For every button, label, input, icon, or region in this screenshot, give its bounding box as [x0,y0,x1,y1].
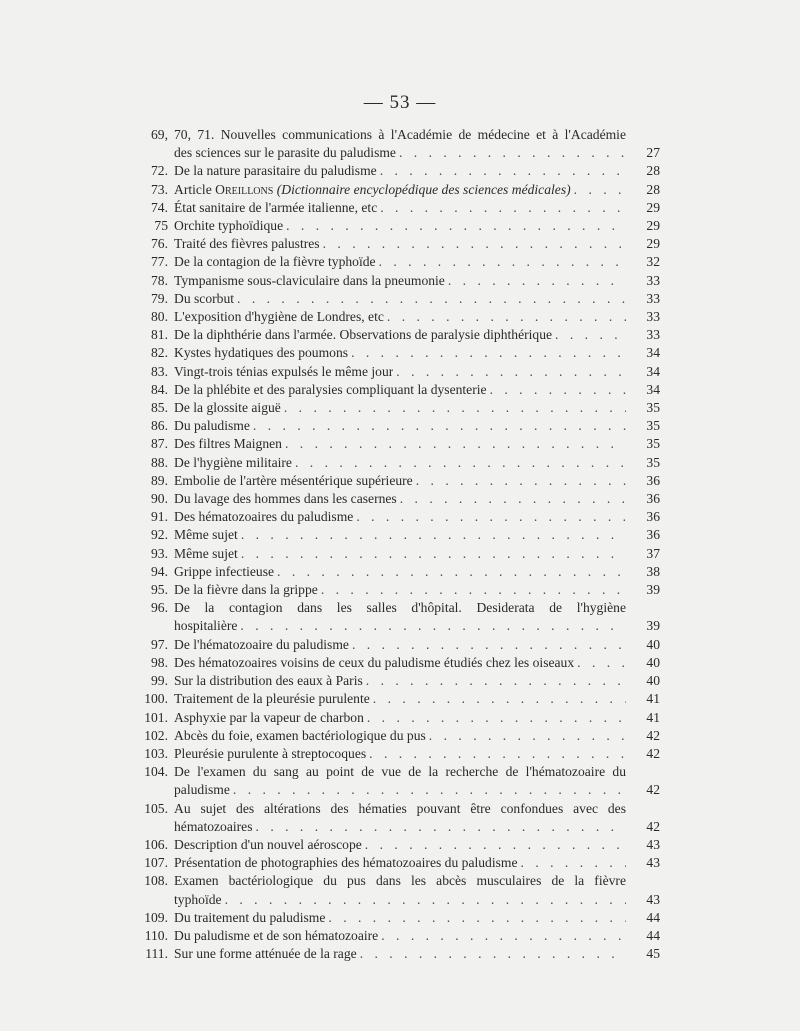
entry-title [174,399,626,417]
toc-entry [128,290,660,308]
leader-dots [574,654,626,672]
entry-number: 93. [151,545,168,561]
entry-title-line: De la nature parasitaire du paludisme [174,163,377,179]
toc-entry [128,581,660,599]
entry-title [174,381,626,399]
entry-number: 96. [151,600,168,616]
entry-title [174,454,626,472]
leader-dots [397,490,626,508]
leader-dots [292,454,626,472]
entry-title [174,581,626,599]
leader-dots [362,836,626,854]
entry-page-number: 42 [646,727,660,743]
entry-title [174,545,626,563]
entry-title-line: Présentation de photographies des hématozoaires du paludisme [174,855,518,871]
entry-number: 98. [151,654,168,670]
toc-entry [128,563,660,581]
entry-page-number: 36 [646,527,660,543]
entry-page-number: 33 [646,327,660,343]
entry-number: 81. [151,327,168,343]
entry-title-line: Tympanisme sous-claviculaire dans la pneumonie [174,272,445,288]
entry-title-line: Des filtres Maignen [174,436,282,452]
entry-number: 74. [151,199,168,215]
entry-page-number: 34 [646,381,660,397]
entry-title-line: Abcès du foie, examen bactériologique du pus [174,727,426,743]
leader-dots [413,472,626,490]
entry-author: Oreillons [215,181,274,197]
entry-number: 86. [151,418,168,434]
toc-entry [128,454,660,472]
leader-dots [253,818,626,836]
entry-title [174,435,626,453]
entry-title-line: paludisme [174,782,230,798]
toc-entry [128,363,660,381]
entry-title [174,490,626,508]
entry-title [174,709,626,727]
entry-number: 95. [151,582,168,598]
entry-page-number: 42 [646,745,660,761]
leader-dots [571,181,626,199]
entry-title-line: Même sujet [174,527,238,543]
leader-dots [393,363,626,381]
entry-title [174,800,626,836]
entry-page-number: 29 [646,236,660,252]
leader-dots [349,636,626,654]
entry-number: 106. [144,836,168,852]
entry-page-number: 35 [646,418,660,434]
leader-dots [370,690,626,708]
toc-entry [128,526,660,544]
entry-number: 110. [144,927,168,943]
entry-title [174,217,626,235]
leader-dots [250,417,626,435]
leader-dots [348,344,626,362]
toc-entry [128,253,660,271]
toc-entry [128,308,660,326]
leader-dots [357,945,626,963]
entry-number: 111. [145,946,168,962]
entry-title [174,308,626,326]
entry-page-number: 36 [646,491,660,507]
entry-source: (Dictionnaire encyclopédique des sciences médicales) [276,181,571,197]
toc-entry [128,126,660,162]
entry-title-line: Même sujet [174,545,238,561]
entry-number: 79. [151,290,168,306]
entry-title-line: De l'examen du sang au point de vue de la recherche de l'hématozoaire du [174,764,626,780]
leader-dots [376,253,626,271]
entry-title-line: Vingt-trois ténias expulsés le même jour [174,363,394,379]
entry-title-line: Au sujet des altérations des hématies pouvant être confondues avec des [174,800,626,816]
entry-title [174,199,626,217]
entry-title-line: Des hématozoaires du paludisme [174,509,354,525]
entry-page-number: 40 [646,654,660,670]
entry-title-line: Examen bactériologique du pus dans les abcès musculaires de la fièvre [174,873,626,889]
entry-title [174,654,626,672]
entry-title-line: Du scorbut [174,290,235,306]
toc-entry [128,727,660,745]
entry-page-number: 35 [646,454,660,470]
toc-entry [128,636,660,654]
leader-dots [325,909,626,927]
entry-title-line: De la phlébite et des paralysies compliquant la dysenterie [174,381,487,397]
entry-page-number: 36 [646,472,660,488]
leader-dots [384,308,626,326]
entry-title-line: hématozoaires [174,818,253,834]
leader-dots [237,617,626,635]
entry-title-line: De la contagion dans les salles d'hôpital. Desiderata de l'hygiène [174,600,626,616]
entry-title [174,235,626,253]
page-number: — 53 — [363,92,437,113]
entry-title [174,181,626,199]
entry-title-line: des sciences sur le parasite du paludisme [174,145,396,161]
entry-number: 77. [151,254,168,270]
leader-dots [396,144,626,162]
leader-dots [283,217,626,235]
entry-title [174,945,626,963]
entry-page-number: 36 [646,509,660,525]
entry-title-line: De l'hématozoaire du paludisme [174,636,349,652]
entry-title [174,290,626,308]
toc-entry [128,272,660,290]
entry-title [174,162,626,180]
toc-entry [128,800,660,836]
toc-entry [128,690,660,708]
leader-dots [238,545,626,563]
leader-dots [487,381,626,399]
leader-dots [353,508,626,526]
entry-title [174,126,626,162]
entry-number: 91. [151,509,168,525]
entry-page-number: 44 [646,909,660,925]
entry-page-number: 28 [646,181,660,197]
entry-page-number: 33 [646,272,660,288]
entry-number: 85. [151,400,168,416]
entry-title-line: Du lavage des hommes dans les casernes [174,491,397,507]
entry-number: 109. [144,909,168,925]
entry-title-line: Des hématozoaires voisins de ceux du paludisme étudiés chez les oiseaux [174,654,575,670]
entry-number: 78. [151,272,168,288]
leader-dots [281,399,626,417]
toc-entry [128,945,660,963]
entry-page-number: 41 [646,709,660,725]
entry-page-number: 33 [646,290,660,306]
entry-page-number: 43 [646,855,660,871]
entry-page-number: 33 [646,309,660,325]
entry-number: 101. [144,709,168,725]
toc-entry [128,745,660,763]
toc-entry [128,162,660,180]
entry-title [174,563,626,581]
entry-page-number: 37 [646,545,660,561]
entry-number: 104. [144,764,168,780]
entry-number: 73. [151,181,168,197]
entry-page-number: 32 [646,254,660,270]
entry-page-number: 42 [646,818,660,834]
entry-number: 90. [151,491,168,507]
entry-number: 102. [144,727,168,743]
leader-dots [234,290,626,308]
entry-title-line: Kystes hydatiques des poumons [174,345,349,361]
entry-title [174,672,626,690]
toc-entry [128,435,660,453]
entry-title-line: État sanitaire de l'armée italienne, etc [174,199,378,215]
entry-page-number: 45 [646,946,660,962]
entry-number: 76. [151,236,168,252]
entry-title [174,526,626,544]
leader-dots [274,563,626,581]
leader-dots [552,326,626,344]
leader-dots [366,745,626,763]
entry-page-number: 29 [646,199,660,215]
leader-dots [282,435,626,453]
toc-entry [128,490,660,508]
entry-page-number: 39 [646,618,660,634]
toc-entry [128,927,660,945]
entry-title [174,326,626,344]
toc-entry [128,326,660,344]
entry-title [174,344,626,362]
entry-title [174,472,626,490]
entry-title-line: Sur la distribution des eaux à Paris [174,673,363,689]
toc-entry [128,654,660,672]
entry-title [174,872,626,908]
entry-number: 88. [151,454,168,470]
entry-title-line: De l'hygiène militaire [174,454,292,470]
entry-title [174,599,626,635]
toc-entry [128,672,660,690]
entry-title-line: Du paludisme [174,418,250,434]
entry-number: 87. [151,436,168,452]
leader-dots [222,891,626,909]
toc-entry [128,472,660,490]
entry-number: 92. [151,527,168,543]
toc-entry [128,709,660,727]
entry-number: 84. [151,381,168,397]
entry-number: 107. [144,855,168,871]
entry-title [174,636,626,654]
entry-page-number: 40 [646,673,660,689]
entry-page-number: 34 [646,345,660,361]
entry-title-line: L'exposition d'hygiène de Londres, etc [174,309,384,325]
entry-page-number: 28 [646,163,660,179]
entry-title-line: Article Oreillons (Dictionnaire encyclopédique des sciences médicales) [174,181,571,197]
entry-number: 82. [151,345,168,361]
leader-dots [318,581,626,599]
toc-entry [128,417,660,435]
entry-title [174,854,626,872]
entry-number: 97. [151,636,168,652]
entry-title [174,363,626,381]
entry-title-line: Orchite typhoïdique [174,218,284,234]
entry-number: 83. [151,363,168,379]
entry-title-line: Traité des fièvres palustres [174,236,320,252]
entry-title [174,909,626,927]
entry-title-line: Embolie de l'artère mésentérique supérieure [174,472,413,488]
entry-title-line: Pleurésie purulente à streptocoques [174,745,367,761]
entry-title-line: Du paludisme et de son hématozoaire [174,927,379,943]
entry-title [174,836,626,854]
entry-title [174,745,626,763]
entry-title-line: Sur une forme atténuée de la rage [174,946,357,962]
entry-number: 105. [144,800,168,816]
entry-number: 75 [154,218,168,234]
entry-title [174,272,626,290]
entry-title [174,253,626,271]
entry-title [174,508,626,526]
entry-number: 69, [151,127,168,142]
entry-number: 94. [151,563,168,579]
entry-page-number: 43 [646,836,660,852]
entry-number: 89. [151,472,168,488]
leader-dots [426,727,626,745]
entry-number: 103. [144,745,168,761]
entry-title [174,763,626,799]
entry-title-line: Description d'un nouvel aéroscope [174,836,362,852]
entry-title-line: De la diphthérie dans l'armée. Observations de paralysie diphthérique [174,327,553,343]
entry-number: 80. [151,309,168,325]
leader-dots [238,526,626,544]
leader-dots [445,272,626,290]
entry-page-number: 44 [646,927,660,943]
entry-title-line: Asphyxie par la vapeur de charbon [174,709,364,725]
entry-number: 72. [151,163,168,179]
entry-page-number: 42 [646,782,660,798]
entry-page-number: 39 [646,582,660,598]
entry-title-line: Grippe infectieuse [174,563,275,579]
entry-page-number: 34 [646,363,660,379]
entry-title-line: De la fièvre dans la grippe [174,582,318,598]
entry-page-number: 43 [646,891,660,907]
toc-entry [128,199,660,217]
entry-title-line: 70, 71. Nouvelles communications à l'Académie de médecine et à l'Académie [174,127,626,142]
toc-entry [128,599,660,635]
table-of-contents [128,126,660,963]
leader-dots [378,927,626,945]
entry-title [174,927,626,945]
toc-entry [128,854,660,872]
toc-entry [128,181,660,199]
entry-page-number: 27 [646,145,660,161]
entry-page-number: 40 [646,636,660,652]
entry-title [174,690,626,708]
leader-dots [364,709,626,727]
entry-title [174,417,626,435]
leader-dots [377,162,626,180]
leader-dots [230,781,626,799]
entry-title-line: typhoïde [174,891,222,907]
entry-number: 108. [144,873,168,889]
entry-title-line: De la glossite aiguë [174,400,281,416]
toc-entry [128,344,660,362]
toc-entry [128,235,660,253]
leader-dots [363,672,626,690]
leader-dots [377,199,626,217]
toc-entry [128,508,660,526]
entry-title-line: hospitalière [174,618,238,634]
leader-dots [320,235,626,253]
toc-entry [128,217,660,235]
toc-entry [128,399,660,417]
entry-page-number: 35 [646,400,660,416]
toc-entry [128,872,660,908]
entry-page-number: 41 [646,691,660,707]
toc-entry [128,763,660,799]
entry-page-number: 38 [646,563,660,579]
entry-page-number: 35 [646,436,660,452]
entry-title-line: De la contagion de la fièvre typhoïde [174,254,376,270]
toc-entry [128,381,660,399]
entry-number: 99. [151,673,168,689]
leader-dots [518,854,626,872]
entry-title-line: Traitement de la pleurésie purulente [174,691,370,707]
entry-title [174,727,626,745]
toc-entry [128,836,660,854]
entry-number: 100. [144,691,168,707]
toc-entry [128,909,660,927]
toc-entry [128,545,660,563]
entry-page-number: 29 [646,218,660,234]
entry-title-line: Du traitement du paludisme [174,909,326,925]
